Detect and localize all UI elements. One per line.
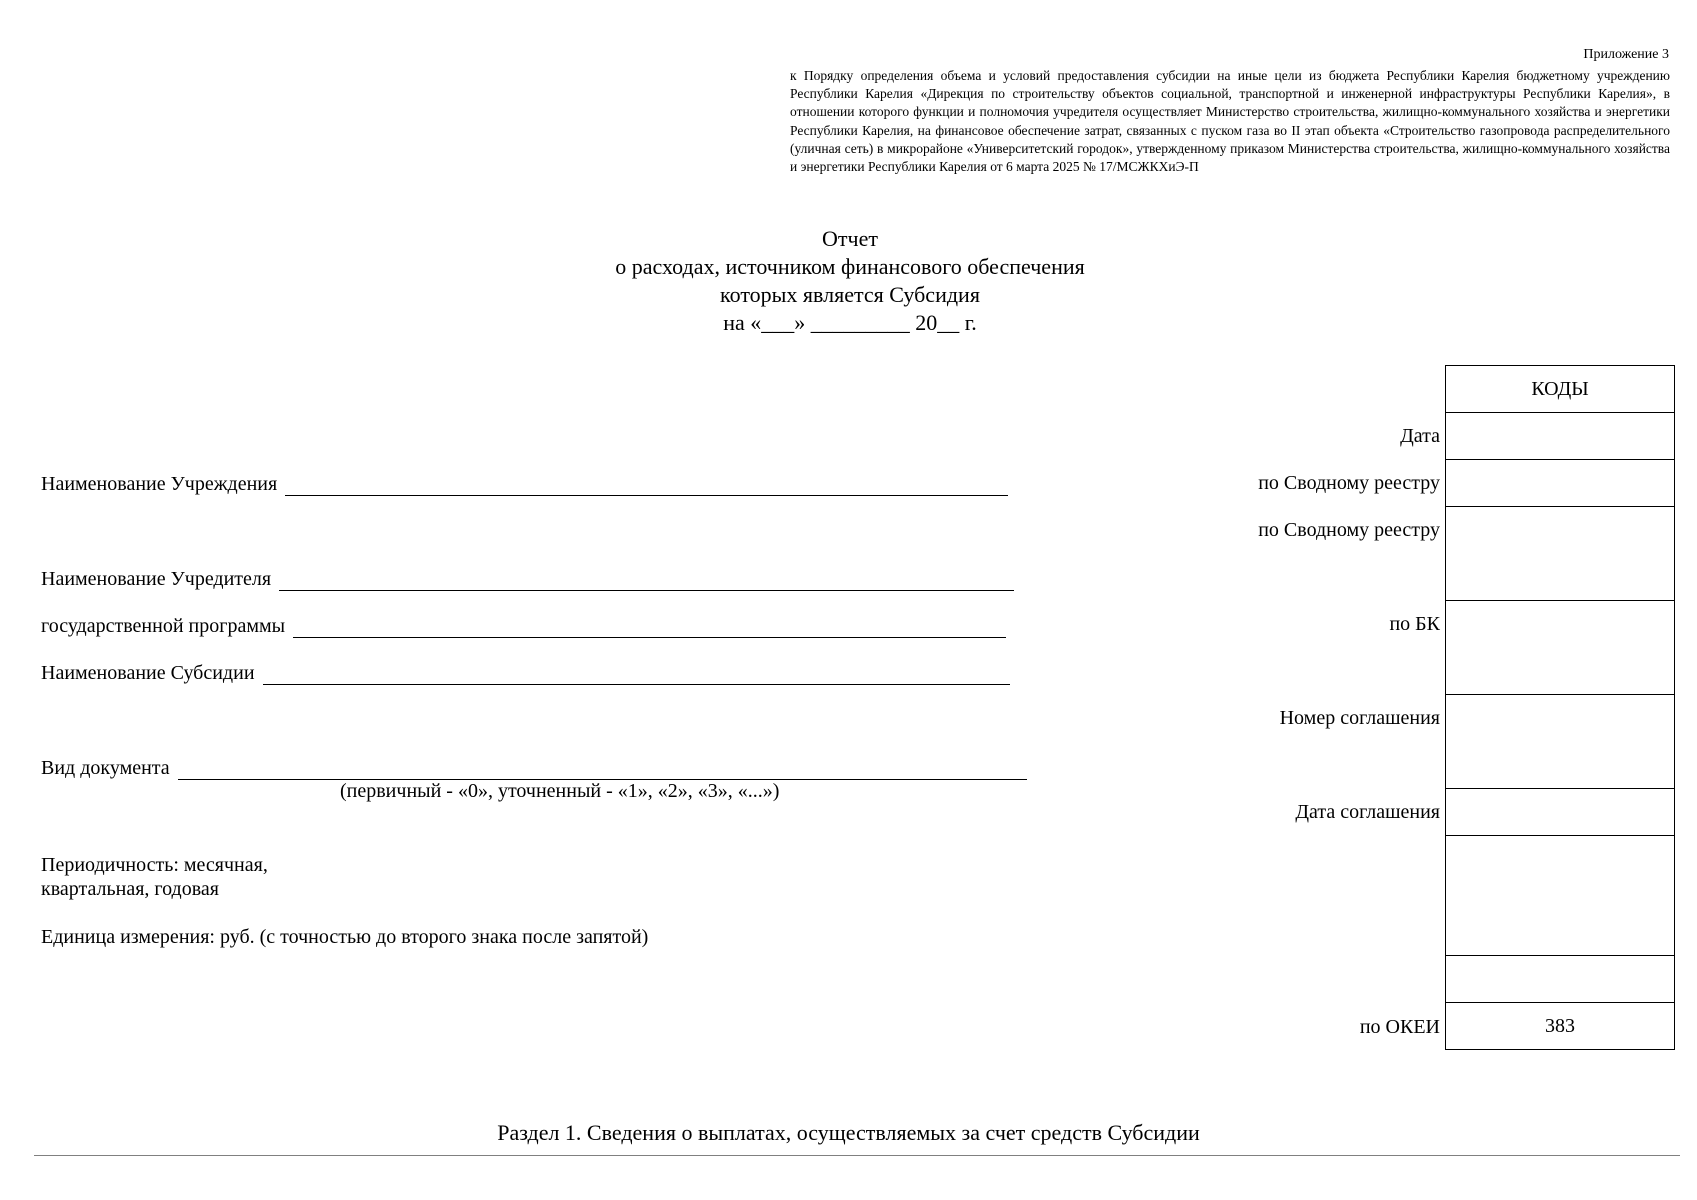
field-subsidy-label: Наименование Субсидии xyxy=(41,662,255,684)
code-label-registry-1: по Сводному реестру xyxy=(1258,472,1440,494)
field-founder-label: Наименование Учредителя xyxy=(41,568,272,590)
unit-of-measure: Единица измерения: руб. (с точностью до второго знака после запятой) xyxy=(41,926,649,948)
code-cell-agreement-date[interactable] xyxy=(1446,789,1675,836)
field-subsidy-line[interactable] xyxy=(263,663,1010,685)
field-doc-type xyxy=(41,756,1027,780)
periodicity-line-2: квартальная, годовая xyxy=(41,878,219,900)
code-label-agreement-date: Дата соглашения xyxy=(1295,801,1440,823)
code-cell-agreement-number[interactable] xyxy=(1446,695,1675,789)
field-institution-label: Наименование Учреждения xyxy=(41,473,278,495)
code-cell-empty-1[interactable] xyxy=(1446,836,1675,956)
field-program-label: государственной программы xyxy=(41,615,286,637)
code-cell-okei[interactable]: 383 xyxy=(1446,1003,1675,1050)
doc-type-hint: (первичный - «0», уточненный - «1», «2», «3», «...») xyxy=(340,780,780,802)
code-cell-registry-1[interactable] xyxy=(1446,460,1675,507)
report-title-line-1: Отчет xyxy=(822,226,878,251)
field-founder-line[interactable] xyxy=(279,569,1014,591)
field-founder xyxy=(41,567,1014,591)
appendix-text: к Порядку определения объема и условий предоставления субсидии на иные цели из бюджета Республики Карелия бюджетному учреждению Республики Карелия «Дирекция по строительству объектов социальной, транспортной и инженерной инфраструктуры Республики Карелия», в отношении которого функции и полномочия учредителя осуществляет Министерство строительства, жилищно-коммунального хозяйства и энергетики Республики Карелия, на финансовое обеспечение затрат, связанных с пуском газа во II этап объекта «Строительство газопровода распределительного (уличная сеть) в микрорайоне «Университетский городок», утвержденному приказом Министерства строительства, жилищно-коммунального хозяйства и энергетики Республики Карелия от 6 марта 2025 № 17/МСЖКХиЭ-П xyxy=(790,68,1670,175)
field-institution xyxy=(41,472,1008,496)
periodicity-line-1: Периодичность: месячная, xyxy=(41,854,268,876)
field-doc-type-label: Вид документа xyxy=(41,757,170,779)
code-label-okei: по ОКЕИ xyxy=(1359,1016,1440,1038)
report-date-line: на «___» _________ 20__ г. xyxy=(723,310,977,335)
code-cell-empty-2[interactable] xyxy=(1446,956,1675,1003)
field-program xyxy=(41,614,1006,638)
code-label-bk: по БК xyxy=(1389,613,1440,635)
code-cell-date[interactable] xyxy=(1446,413,1675,460)
code-label-date: Дата xyxy=(1400,425,1440,447)
field-doc-type-line[interactable] xyxy=(178,758,1027,780)
code-cell-bk[interactable] xyxy=(1446,601,1675,695)
codes-table xyxy=(1445,365,1675,1050)
field-subsidy xyxy=(41,661,1010,685)
report-title-line-2: о расходах, источником финансового обеспечения xyxy=(615,254,1085,279)
field-institution-line[interactable] xyxy=(285,474,1008,496)
section-1-title: Раздел 1. Сведения о выплатах, осуществляемых за счет средств Субсидии xyxy=(497,1120,1200,1145)
code-label-registry-2: по Сводному реестру xyxy=(1258,519,1440,541)
codes-header: КОДЫ xyxy=(1446,366,1675,413)
report-title xyxy=(400,225,1300,337)
report-title-line-3: которых является Субсидия xyxy=(720,282,980,307)
bottom-divider xyxy=(34,1155,1680,1156)
code-cell-registry-2[interactable] xyxy=(1446,507,1675,601)
field-program-line[interactable] xyxy=(293,616,1006,638)
appendix-title: Приложение 3 xyxy=(1583,47,1669,62)
code-label-agreement-number: Номер соглашения xyxy=(1279,707,1440,729)
